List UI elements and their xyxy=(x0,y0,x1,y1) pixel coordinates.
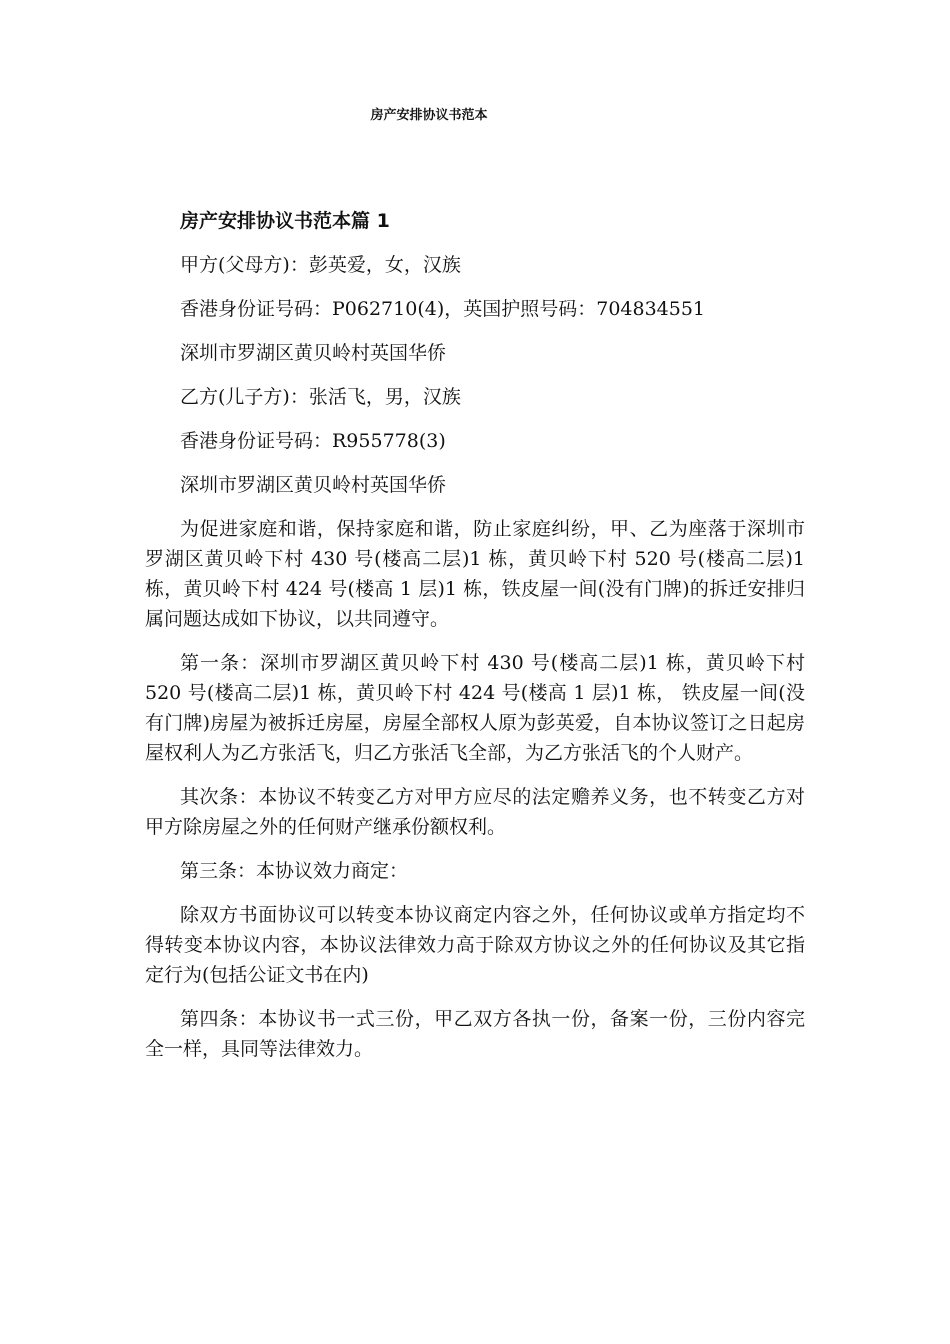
article-3-paragraph: 除双方书面协议可以转变本协议商定内容之外，任何协议或单方指定均不得转变本协议内容，本协议法律效力高于除双方协议之外的任何协议及其它指定行为(包括公证文书在内) xyxy=(145,904,805,986)
preamble-paragraph: 为促进家庭和谐，保持家庭和谐，防止家庭纠纷，甲、乙为座落于深圳市罗湖区黄贝岭下村 430 号(楼高二层)1 栋，黄贝岭下村 520 号(楼高二层)1 栋，黄贝岭下村 424 号(楼高 1 层)1 栋，铁皮屋一间(没有门牌)的拆迁安排归属问题达成如下协议，以共同遵守。 xyxy=(145,518,805,630)
section-title: 房产安排协议书范本篇 1 xyxy=(180,210,390,232)
document-body xyxy=(145,206,805,1078)
party-b-address-line: 深圳市罗湖区黄贝岭村英国华侨 xyxy=(180,474,447,496)
article-1-paragraph: 第一条：深圳市罗湖区黄贝岭下村 430 号(楼高二层)1 栋，黄贝岭下村 520 号(楼高二层)1 栋，黄贝岭下村 424 号(楼高 1 层)1 栋， 铁皮屋一间(没有门牌)房屋为被拆迁房屋，房屋全部权人原为彭英爱，自本协议签订之日起房屋权利人为乙方张活飞，归乙方张活飞全部，为乙方张活飞的个人财产。 xyxy=(145,652,805,764)
party-b-id-line: 香港身份证号码：R955778(3) xyxy=(180,430,446,452)
party-a-address-line: 深圳市罗湖区黄贝岭村英国华侨 xyxy=(180,342,447,364)
article-2-paragraph: 其次条：本协议不转变乙方对甲方应尽的法定赡养义务，也不转变乙方对甲方除房屋之外的任何财产继承份额权利。 xyxy=(145,786,805,838)
article-3-heading: 第三条：本协议效力商定： xyxy=(180,860,409,882)
article-4-paragraph: 第四条：本协议书一式三份，甲乙双方各执一份，备案一份，三份内容完全一样，具同等法律效力。 xyxy=(145,1008,805,1060)
party-b-name-line: 乙方(儿子方)：张活飞，男，汉族 xyxy=(180,386,461,408)
page-header-title: 房产安排协议书范本 xyxy=(370,108,488,123)
party-a-name-line: 甲方(父母方)：彭英爱，女，汉族 xyxy=(180,254,461,276)
party-a-id-line: 香港身份证号码：P062710(4)，英国护照号码：704834551 xyxy=(180,298,706,320)
